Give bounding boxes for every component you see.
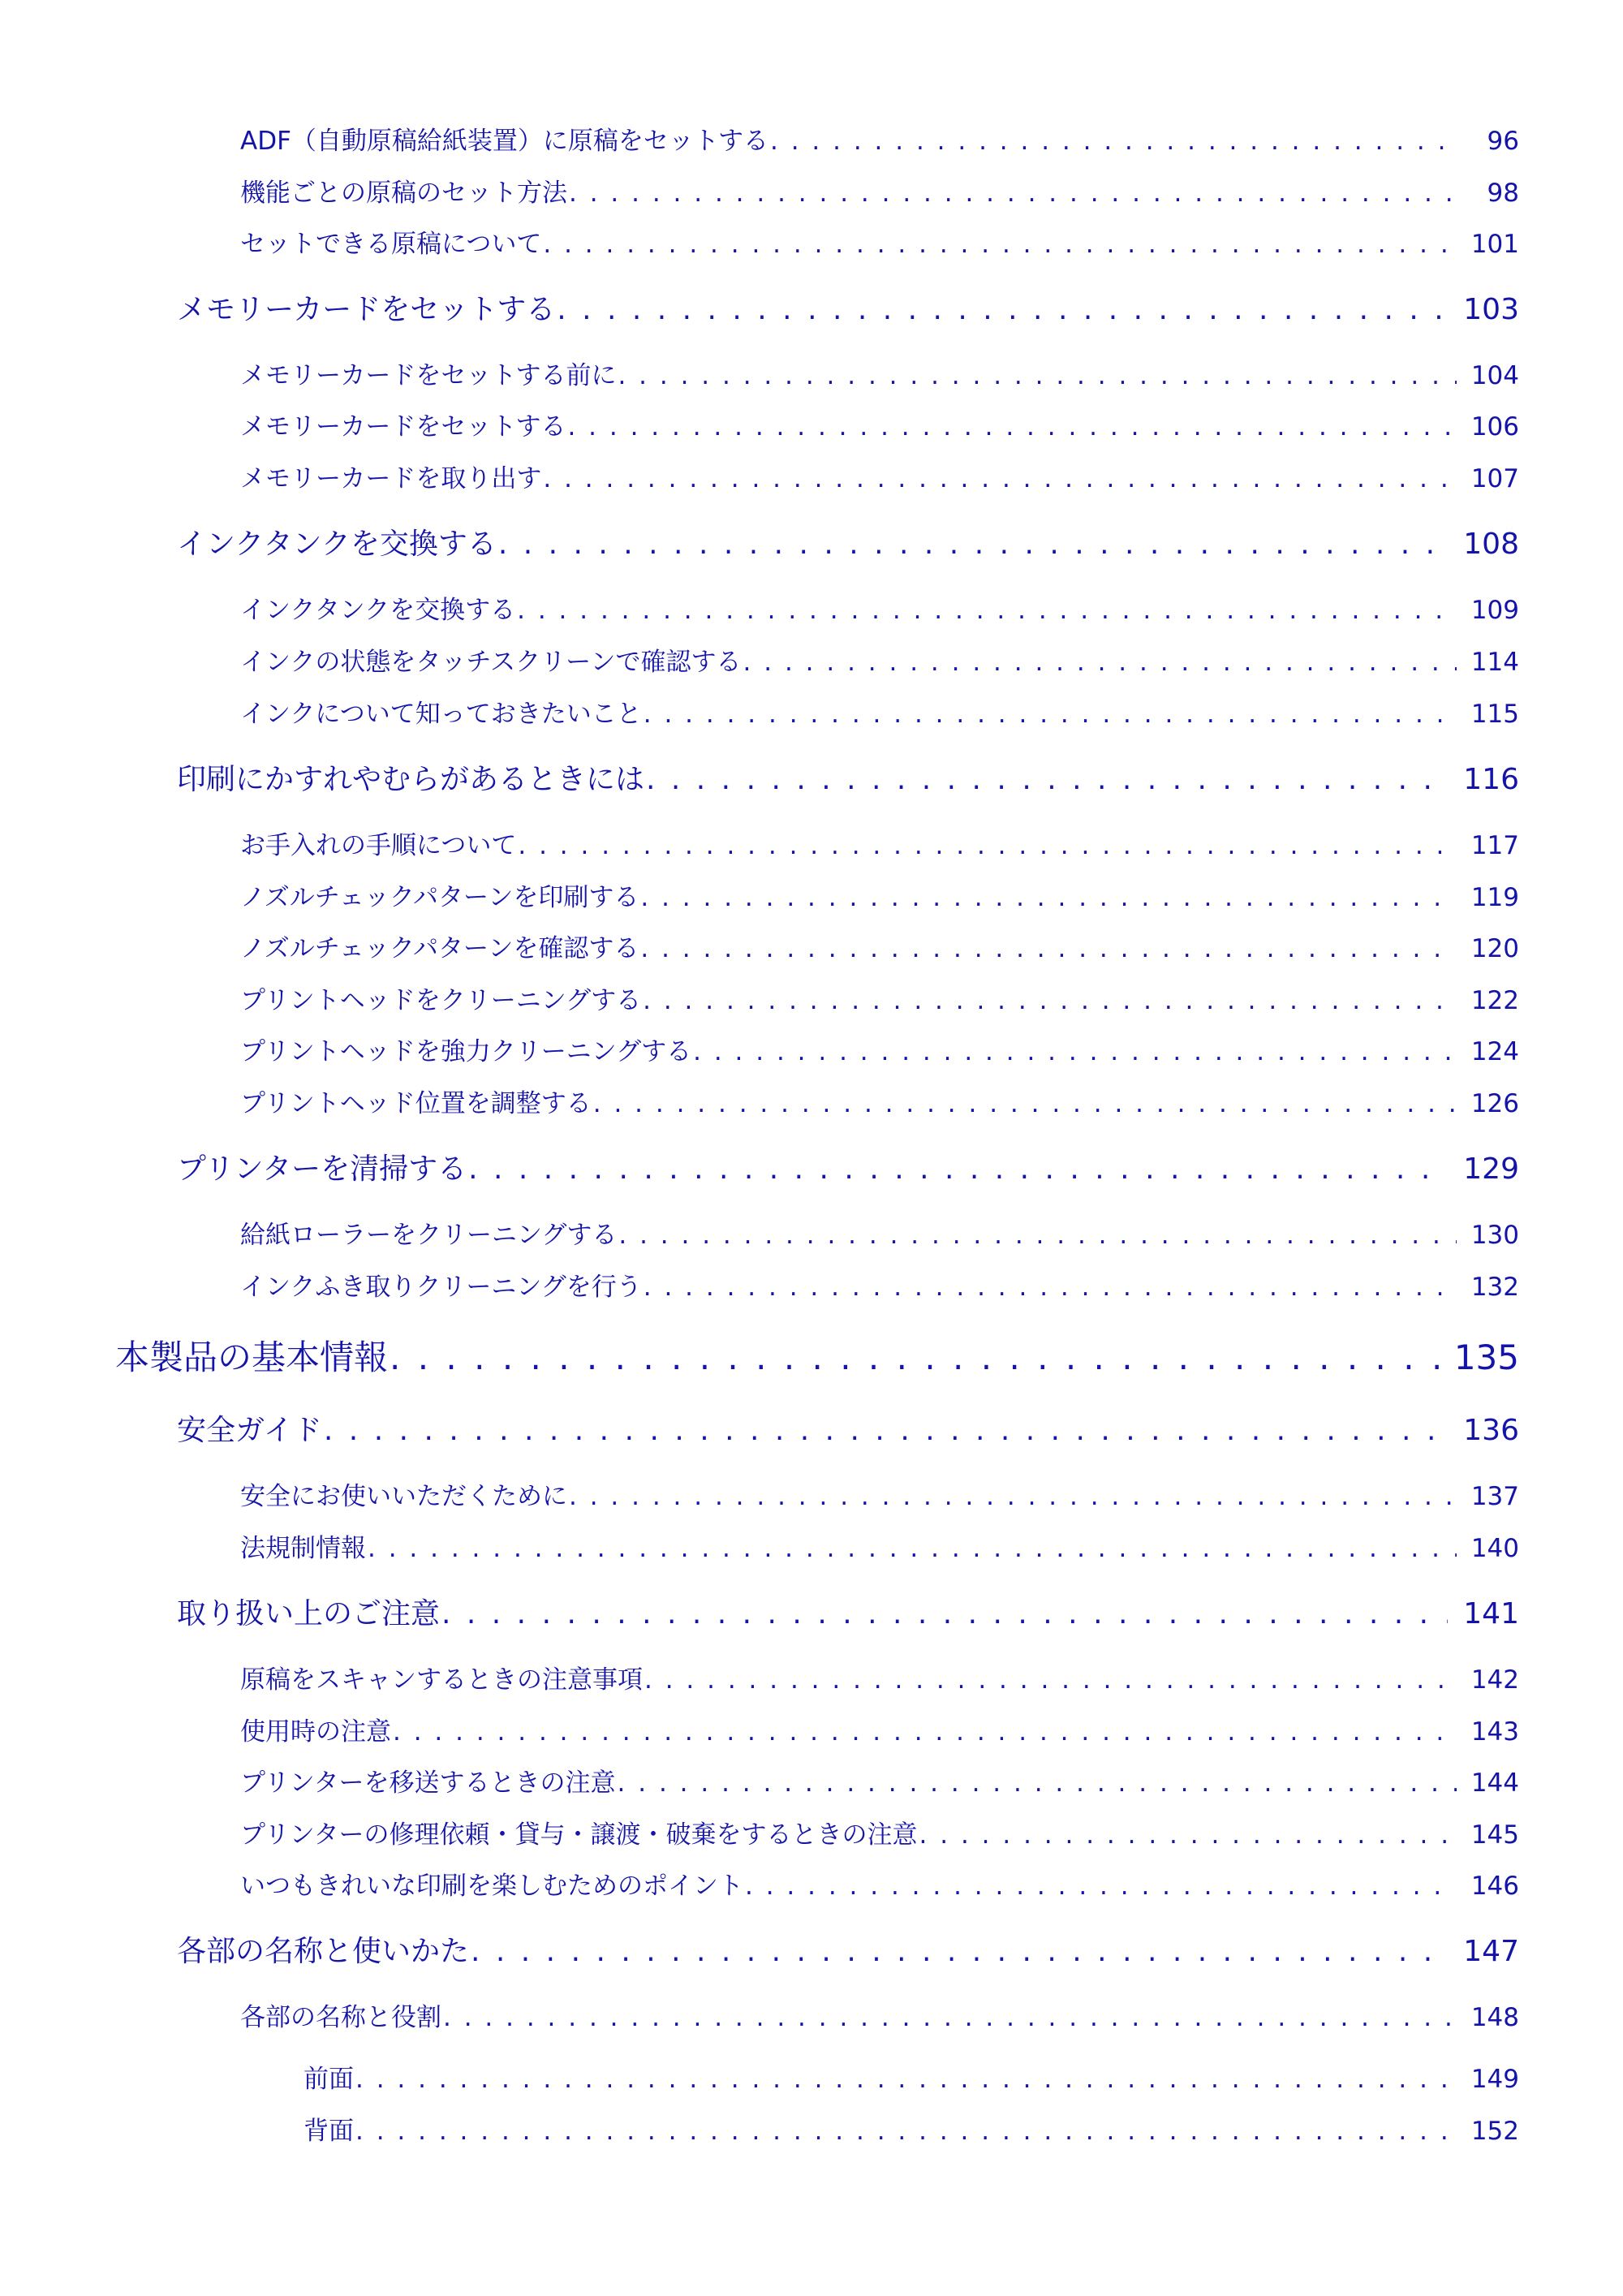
toc-entry-parts-and-roles[interactable] bbox=[240, 1997, 1519, 2033]
dot-leader bbox=[515, 596, 1457, 625]
dot-leader bbox=[354, 2065, 1457, 2094]
toc-entry-front[interactable] bbox=[304, 2058, 1519, 2095]
toc-entry-feed-roller-cleaning[interactable] bbox=[240, 1214, 1519, 1251]
dot-leader bbox=[322, 1414, 1448, 1447]
toc-entry-rear[interactable] bbox=[304, 2110, 1519, 2147]
toc-entry-page: 124 bbox=[1470, 1037, 1519, 1066]
toc-entry-page: 145 bbox=[1470, 1820, 1519, 1850]
dot-leader bbox=[567, 179, 1457, 208]
dot-leader bbox=[639, 883, 1456, 912]
toc-entry-examine-nozzle-check[interactable] bbox=[240, 928, 1519, 964]
dot-leader bbox=[642, 700, 1457, 729]
toc-entry-regulatory-info[interactable] bbox=[240, 1527, 1519, 1564]
toc-entry-title: プリンターを清掃する bbox=[177, 1152, 467, 1186]
toc-section-cleaning-printer[interactable] bbox=[177, 1146, 1519, 1187]
toc-entry-replace-ink-tank[interactable] bbox=[240, 589, 1519, 626]
dot-leader bbox=[391, 1717, 1457, 1747]
dot-leader bbox=[643, 1665, 1457, 1695]
toc-entry-insert-memory-card[interactable] bbox=[240, 406, 1519, 442]
dot-leader bbox=[469, 1935, 1448, 1968]
toc-entry-page: 129 bbox=[1463, 1152, 1519, 1186]
toc-entry-page: 115 bbox=[1470, 700, 1519, 729]
toc-entry-page: 103 bbox=[1463, 293, 1519, 326]
toc-entry-title: ノズルチェックパターンを確認する bbox=[240, 934, 639, 963]
toc-entry-page: 143 bbox=[1470, 1717, 1519, 1747]
toc-entry-page: 106 bbox=[1470, 412, 1519, 442]
toc-entry-title: 法規制情報 bbox=[240, 1534, 366, 1563]
toc-chapter-basic-info[interactable] bbox=[115, 1331, 1519, 1380]
toc-entry-page: 119 bbox=[1470, 883, 1519, 912]
dot-leader bbox=[616, 1768, 1457, 1798]
dot-leader bbox=[555, 293, 1448, 326]
toc-entry-page: 137 bbox=[1470, 1482, 1519, 1511]
dot-leader bbox=[616, 361, 1456, 390]
toc-entry-title: インクの状態をタッチスクリーンで確認する bbox=[240, 648, 742, 677]
dot-leader bbox=[639, 934, 1456, 963]
toc-entry-page: 148 bbox=[1470, 2003, 1519, 2032]
toc-entry-title: いつもきれいな印刷を楽しむためのポイント bbox=[240, 1872, 743, 1901]
toc-section-safety-guide[interactable] bbox=[177, 1407, 1519, 1449]
toc-entry-title: 原稿をスキャンするときの注意事項 bbox=[240, 1665, 643, 1695]
toc-entry-title: 給紙ローラーをクリーニングする bbox=[240, 1221, 618, 1250]
toc-entry-title: 機能ごとの原稿のセット方法 bbox=[240, 179, 567, 208]
dot-leader bbox=[743, 1872, 1457, 1901]
toc-entry-title: インクタンクを交換する bbox=[177, 528, 497, 561]
toc-entry-page: 136 bbox=[1463, 1414, 1519, 1447]
toc-entry-title: インクについて知っておきたいこと bbox=[240, 700, 642, 729]
toc-entry-usage-notes[interactable] bbox=[240, 1711, 1519, 1747]
toc-entry-title: 使用時の注意 bbox=[240, 1717, 391, 1747]
toc-entry-page: 149 bbox=[1470, 2065, 1519, 2094]
toc-entry-page: 120 bbox=[1470, 934, 1519, 963]
toc-entry-page: 140 bbox=[1470, 1534, 1519, 1563]
dot-leader bbox=[366, 1534, 1457, 1563]
toc-entry-set-by-function[interactable] bbox=[240, 172, 1519, 209]
toc-entry-page: 152 bbox=[1470, 2117, 1519, 2146]
toc-section-memory-card[interactable] bbox=[177, 286, 1519, 328]
toc-entry-title: メモリーカードをセットする前に bbox=[240, 361, 617, 390]
toc-entry-print-quality-tips[interactable] bbox=[240, 1865, 1519, 1902]
toc-entry-title: 背面 bbox=[304, 2117, 354, 2146]
toc-entry-adf-set-original[interactable] bbox=[240, 120, 1519, 157]
toc-entry-title: 安全にお使いいただくために bbox=[240, 1482, 567, 1511]
toc-entry-scanning-notes[interactable] bbox=[240, 1659, 1519, 1695]
toc-entry-page: 104 bbox=[1470, 361, 1519, 390]
toc-entry-title: プリントヘッド位置を調整する bbox=[240, 1089, 592, 1118]
toc-entry-safe-use[interactable] bbox=[240, 1475, 1519, 1512]
toc-section-print-quality[interactable] bbox=[177, 756, 1519, 798]
dot-leader bbox=[592, 1089, 1457, 1118]
dot-leader bbox=[768, 127, 1457, 156]
toc-entry-page: 116 bbox=[1463, 763, 1519, 796]
toc-entry-page: 101 bbox=[1470, 230, 1519, 259]
dot-leader bbox=[617, 1221, 1456, 1250]
dot-leader bbox=[918, 1820, 1457, 1850]
toc-section-handling-precautions[interactable] bbox=[177, 1591, 1519, 1632]
dot-leader bbox=[566, 412, 1456, 442]
toc-entry-title: プリントヘッドを強力クリーニングする bbox=[240, 1037, 692, 1066]
toc-entry-transport-notes[interactable] bbox=[240, 1762, 1519, 1798]
toc-entry-title: メモリーカードを取り出す bbox=[240, 464, 542, 493]
toc-entry-remove-memory-card[interactable] bbox=[240, 458, 1519, 494]
dot-leader bbox=[467, 1152, 1448, 1186]
toc-entry-title: 取り扱い上のご注意 bbox=[177, 1597, 441, 1630]
toc-entry-title: メモリーカードをセットする bbox=[177, 293, 556, 326]
toc-entry-title: お手入れの手順について bbox=[240, 831, 517, 860]
toc-entry-title: インクふき取りクリーニングを行う bbox=[240, 1273, 642, 1302]
toc-entry-before-memory-card[interactable] bbox=[240, 355, 1519, 391]
toc-entry-title: プリンターを移送するときの注意 bbox=[240, 1768, 616, 1798]
toc-entry-title: 各部の名称と役割 bbox=[240, 2003, 441, 2032]
toc-entry-title: プリンターの修理依頼・貸与・譲渡・破棄をするときの注意 bbox=[240, 1820, 918, 1850]
toc-entry-repair-disposal-notes[interactable] bbox=[240, 1814, 1519, 1850]
toc-entry-page: 114 bbox=[1470, 648, 1519, 677]
toc-entry-page: 132 bbox=[1470, 1273, 1519, 1302]
toc-entry-head-cleaning[interactable] bbox=[240, 980, 1519, 1016]
toc-entry-page: 108 bbox=[1463, 528, 1519, 561]
dot-leader bbox=[541, 464, 1456, 493]
toc-entry-page: 122 bbox=[1470, 986, 1519, 1015]
toc-entry-page: 135 bbox=[1453, 1338, 1519, 1377]
toc-entry-title: メモリーカードをセットする bbox=[240, 412, 566, 442]
dot-leader bbox=[641, 986, 1457, 1015]
toc-entry-title: インクタンクを交換する bbox=[240, 596, 516, 625]
dot-leader bbox=[691, 1037, 1457, 1066]
toc-entry-title: 本製品の基本情報 bbox=[115, 1338, 389, 1377]
dot-leader bbox=[644, 763, 1448, 796]
toc-entry-page: 142 bbox=[1470, 1665, 1519, 1695]
dot-leader bbox=[742, 648, 1457, 677]
toc-entry-title: プリントヘッドをクリーニングする bbox=[240, 986, 642, 1015]
toc-entry-supported-originals[interactable] bbox=[240, 223, 1519, 260]
dot-leader bbox=[642, 1273, 1457, 1302]
toc-entry-ink-tips[interactable] bbox=[240, 693, 1519, 730]
toc-entry-head-alignment[interactable] bbox=[240, 1083, 1519, 1119]
toc-entry-page: 144 bbox=[1470, 1768, 1519, 1798]
dot-leader bbox=[497, 528, 1448, 561]
toc-entry-title: 安全ガイド bbox=[177, 1414, 322, 1447]
toc-entry-deep-cleaning[interactable] bbox=[240, 1031, 1519, 1067]
toc-entry-page: 98 bbox=[1487, 179, 1519, 208]
dot-leader bbox=[388, 1338, 1440, 1377]
toc-entry-page: 147 bbox=[1463, 1935, 1519, 1968]
toc-entry-maintenance-steps[interactable] bbox=[240, 825, 1519, 861]
toc-entry-print-nozzle-check[interactable] bbox=[240, 877, 1519, 913]
toc-entry-page: 117 bbox=[1470, 831, 1519, 860]
dot-leader bbox=[567, 1482, 1457, 1511]
toc-entry-title: ノズルチェックパターンを印刷する bbox=[240, 883, 639, 912]
toc-entry-title: 印刷にかすれやむらがあるときには bbox=[177, 763, 645, 796]
toc-entry-title: 各部の名称と使いかた bbox=[177, 1935, 470, 1968]
toc-entry-ink-status[interactable] bbox=[240, 641, 1519, 678]
toc-section-ink-tank[interactable] bbox=[177, 521, 1519, 562]
dot-leader bbox=[354, 2117, 1457, 2146]
toc-entry-bottom-plate-cleaning[interactable] bbox=[240, 1266, 1519, 1303]
toc-entry-title: セットできる原稿について bbox=[240, 230, 542, 259]
toc-entry-page: 109 bbox=[1470, 596, 1519, 625]
dot-leader bbox=[441, 2003, 1457, 2032]
dot-leader bbox=[516, 831, 1456, 860]
toc-entry-page: 130 bbox=[1470, 1221, 1519, 1250]
dot-leader bbox=[440, 1597, 1448, 1630]
dot-leader bbox=[541, 230, 1456, 259]
toc-entry-page: 141 bbox=[1463, 1597, 1519, 1630]
toc-entry-page: 146 bbox=[1470, 1872, 1519, 1901]
toc-entry-title: ADF（自動原稿給紙装置）に原稿をセットする bbox=[240, 127, 768, 156]
toc-section-parts-and-usage[interactable] bbox=[177, 1928, 1519, 1970]
toc-entry-page: 96 bbox=[1487, 127, 1519, 156]
toc-entry-title: 前面 bbox=[304, 2065, 354, 2094]
toc-entry-page: 107 bbox=[1470, 464, 1519, 493]
toc-entry-page: 126 bbox=[1470, 1089, 1519, 1118]
